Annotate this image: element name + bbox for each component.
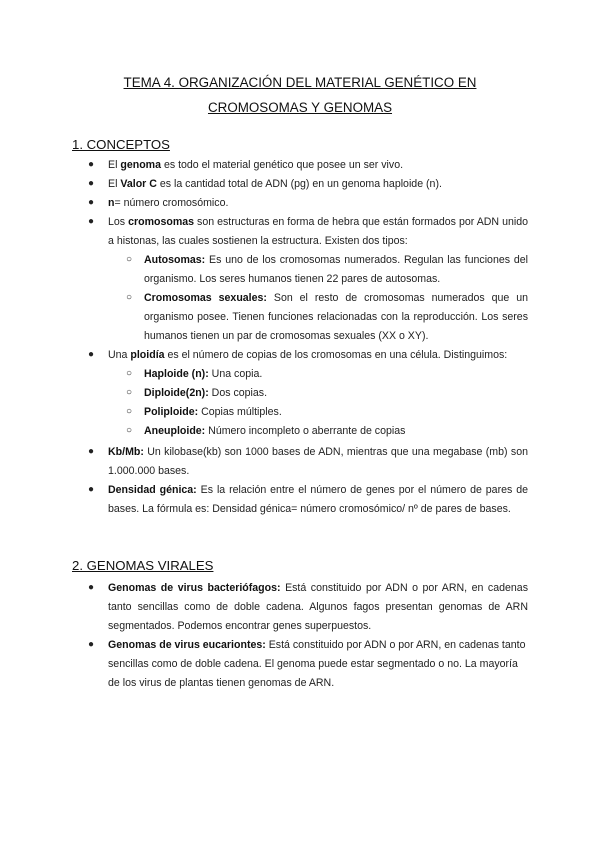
- section-2-heading: 2. GENOMAS VIRALES: [72, 558, 214, 573]
- sub-item-aneuploide: ○ Aneuploide: Número incompleto o aberrante de copias: [144, 422, 528, 441]
- bullet-icon: ●: [88, 197, 95, 208]
- list-item-bacteriofagos: ● Genomas de virus bacteriófagos: Está constituido por ADN o por ARN, en cadenas tanto sencillas como de doble cadena. Algunos fagos presentan genomas de ARN segmentados. Podemos encontrar genes superpuestos.: [108, 579, 528, 635]
- term-haploide: Haploide (n):: [144, 368, 209, 380]
- bullet-icon: ●: [88, 216, 95, 227]
- term-valor-c: Valor C: [120, 178, 157, 190]
- term-densidad-genica: Densidad génica:: [108, 484, 197, 496]
- sub-item-haploide: ○ Haploide (n): Una copia.: [144, 365, 528, 384]
- list-item-genoma: ● El genoma es todo el material genético que posee un ser vivo.: [108, 156, 528, 175]
- sub-item-poliploide: ○ Poliploide: Copias múltiples.: [144, 403, 528, 422]
- list-item-eucariontes: ● Genomas de virus eucariontes: Está constituido por ADN o por ARN, en cadenas tanto sencillas como de doble cadena. El genoma puede estar segmentado o no. La mayoría de los virus de plantas tienen genomas de ARN.: [108, 636, 528, 692]
- term-cromosomas-sexuales: Cromosomas sexuales:: [144, 292, 267, 304]
- list-item-valor-c: ● El Valor C es la cantidad total de ADN (pg) en un genoma haploide (n).: [108, 175, 528, 194]
- term-diploide: Diploide(2n):: [144, 387, 209, 399]
- term-n: n: [108, 197, 115, 209]
- term-kb-mb: Kb/Mb:: [108, 446, 144, 458]
- term-autosomas: Autosomas:: [144, 254, 206, 266]
- page-title: [70, 70, 530, 120]
- list-item-kb-mb: ● Kb/Mb: Un kilobase(kb) son 1000 bases de ADN, mientras que una megabase (mb) son 1.000.000 bases.: [108, 443, 528, 481]
- term-eucariontes: Genomas de virus eucariontes:: [108, 639, 266, 651]
- bullet-icon: ●: [88, 582, 95, 593]
- term-poliploide: Poliploide:: [144, 406, 199, 418]
- term-ploidia: ploidía: [130, 349, 165, 361]
- section-1-heading: 1. CONCEPTOS: [72, 137, 170, 152]
- bullet-icon: ●: [88, 349, 95, 360]
- circle-bullet-icon: ○: [126, 254, 133, 265]
- list-item-densidad-genica: ● Densidad génica: Es la relación entre el número de genes por el número de pares de bases. La fórmula es: Densidad génica= número cromosómico/ nº de pares de bases.: [108, 481, 528, 519]
- list-item-n: ● n= número cromosómico.: [108, 194, 528, 213]
- list-item-cromosomas: ● Los cromosomas son estructuras en forma de hebra que están formados por ADN unido a histonas, las cuales sostienen la estructura. Existen dos tipos:: [108, 213, 528, 251]
- term-genoma: genoma: [120, 159, 161, 171]
- circle-bullet-icon: ○: [126, 387, 133, 398]
- circle-bullet-icon: ○: [126, 425, 133, 436]
- title-line-1: TEMA 4. ORGANIZACIÓN DEL MATERIAL GENÉTICO EN: [123, 75, 477, 90]
- sub-item-autosomas: ○ Autosomas: Es uno de los cromosomas numerados. Regulan las funciones del organismo. Los seres humanos tienen 22 pares de autosomas.: [144, 251, 528, 289]
- term-aneuploide: Aneuploide:: [144, 425, 206, 437]
- bullet-icon: ●: [88, 159, 95, 170]
- list-item-ploidia: ● Una ploidía es el número de copias de los cromosomas en una célula. Distinguimos:: [108, 346, 528, 365]
- term-bacteriofagos: Genomas de virus bacteriófagos:: [108, 582, 281, 594]
- bullet-icon: ●: [88, 178, 95, 189]
- circle-bullet-icon: ○: [126, 406, 133, 417]
- sub-item-cromosomas-sexuales: ○ Cromosomas sexuales: Son el resto de cromosomas numerados que un organismo posee. Tienen funciones relacionadas con la reproducción. Los seres humanos tienen un par de cromosomas sexuales (XX o XY).: [144, 289, 528, 345]
- title-line-2: CROMOSOMAS Y GENOMAS: [207, 100, 393, 115]
- bullet-icon: ●: [88, 484, 95, 495]
- sub-item-diploide: ○ Diploide(2n): Dos copias.: [144, 384, 528, 403]
- bullet-icon: ●: [88, 446, 95, 457]
- circle-bullet-icon: ○: [126, 368, 133, 379]
- circle-bullet-icon: ○: [126, 292, 133, 303]
- term-cromosomas: cromosomas: [128, 216, 195, 228]
- bullet-icon: ●: [88, 639, 95, 650]
